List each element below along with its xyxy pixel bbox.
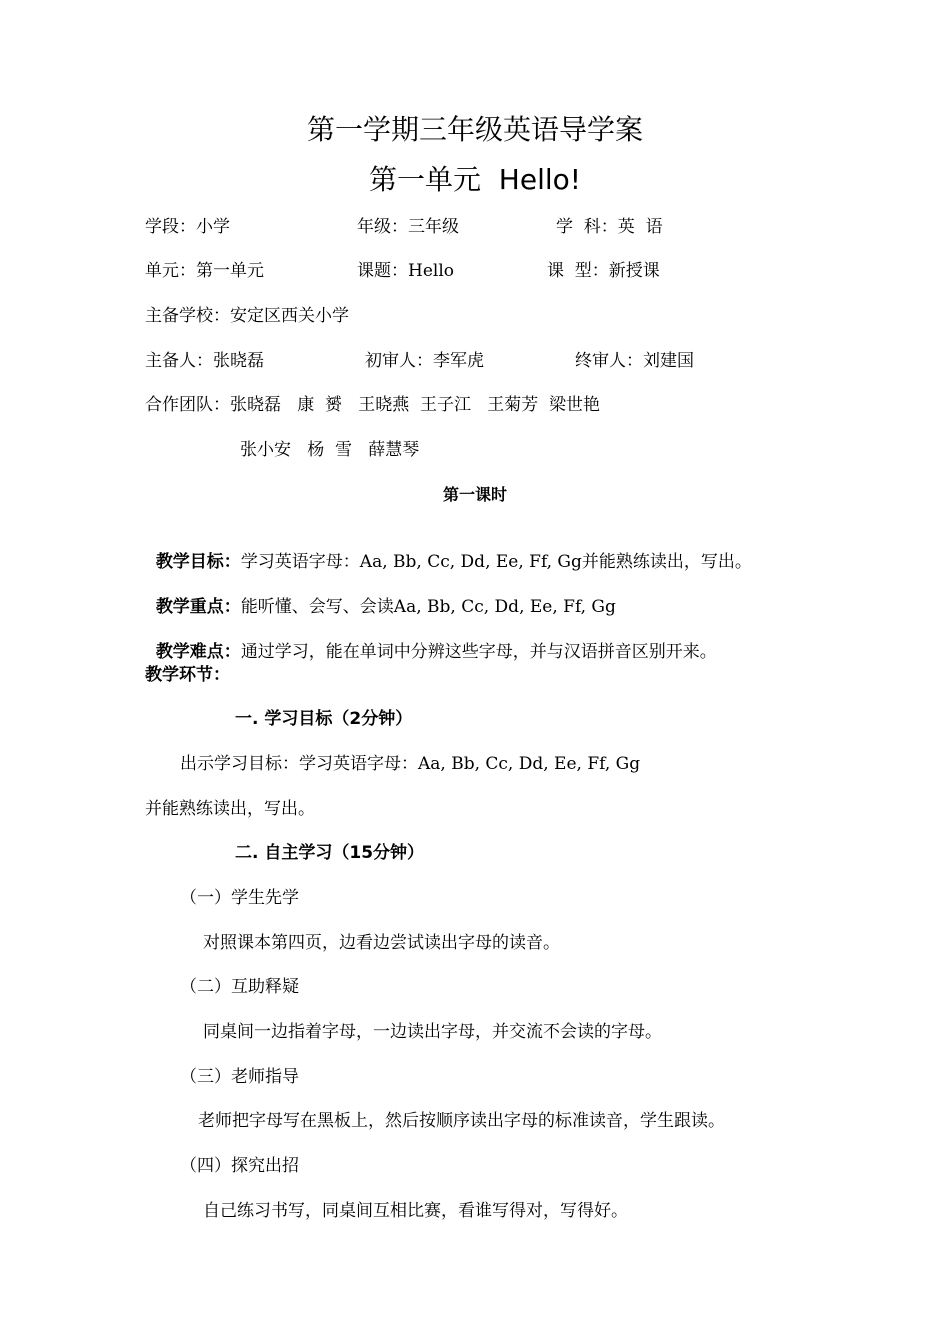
step-body-2: 同桌间一边指着字母，一边读出字母，并交流不会读的字母。 (203, 1022, 662, 1042)
step-body-1: 对照课本第四页，边看边尝试读出字母的读音。 (203, 933, 560, 953)
steps-label: 教学环节： (145, 665, 230, 685)
lesson-heading: 第一课时 (442, 485, 507, 504)
keypoint-text: 能听懂、会写、会读Aa, Bb, Cc, Dd, Ee, Ff, Gg (240, 597, 616, 617)
meta-type: 课 型：新授课 (547, 261, 660, 281)
step-title-1: （一）学生先学 (180, 888, 299, 908)
meta-subject: 学 科：英 语 (556, 217, 663, 237)
step-title-4: （四）探究出招 (180, 1156, 299, 1176)
step-title-3: （三）老师指导 (180, 1067, 299, 1087)
document-subtitle: 第一单元 Hello! (369, 163, 581, 196)
meta-school: 主备学校：安定区西关小学 (145, 306, 349, 326)
meta-final-reviewer: 终审人：刘建国 (575, 351, 694, 371)
meta-unit: 单元：第一单元 (145, 261, 264, 281)
meta-preparer: 主备人：张晓磊 (145, 351, 264, 371)
meta-stage: 学段：小学 (145, 217, 230, 237)
document-title: 第一学期三年级英语导学案 (306, 113, 643, 146)
section1-heading: 一. 学习目标（2分钟） (235, 709, 413, 729)
meta-grade: 年级：三年级 (357, 217, 459, 237)
step-title-2: （二）互助释疑 (180, 977, 299, 997)
section1-text-line2: 并能熟练读出，写出。 (145, 799, 315, 819)
step-body-3: 老师把字母写在黑板上，然后按顺序读出字母的标准读音，学生跟读。 (198, 1111, 725, 1131)
objective-line (145, 529, 752, 573)
meta-team-line1: 合作团队：张晓磊 康 赟 王晓燕 王子江 王菊芳 梁世艳 (145, 395, 601, 415)
difficulty-text: 通过学习，能在单词中分辨这些字母，并与汉语拼音区别开来。 (240, 642, 717, 662)
objective-label: 教学目标： (155, 552, 241, 572)
objective-text: 学习英语字母：Aa, Bb, Cc, Dd, Ee, Ff, Gg并能熟练读出，写出。 (240, 552, 752, 572)
section1-text-line1: 出示学习目标：学习英语字母：Aa, Bb, Cc, Dd, Ee, Ff, Gg (180, 754, 641, 774)
meta-topic: 课题：Hello (357, 261, 454, 281)
keypoint-line (145, 574, 616, 618)
section2-heading: 二. 自主学习（15分钟） (235, 843, 425, 863)
meta-team-line2: 张小安 杨 雪 薛慧琴 (240, 440, 420, 460)
keypoint-label: 教学重点： (155, 597, 241, 617)
meta-first-reviewer: 初审人：李军虎 (365, 351, 484, 371)
difficulty-line (145, 619, 717, 663)
difficulty-label: 教学难点： (155, 642, 241, 662)
step-body-4: 自己练习书写，同桌间互相比赛，看谁写得对，写得好。 (203, 1201, 628, 1221)
